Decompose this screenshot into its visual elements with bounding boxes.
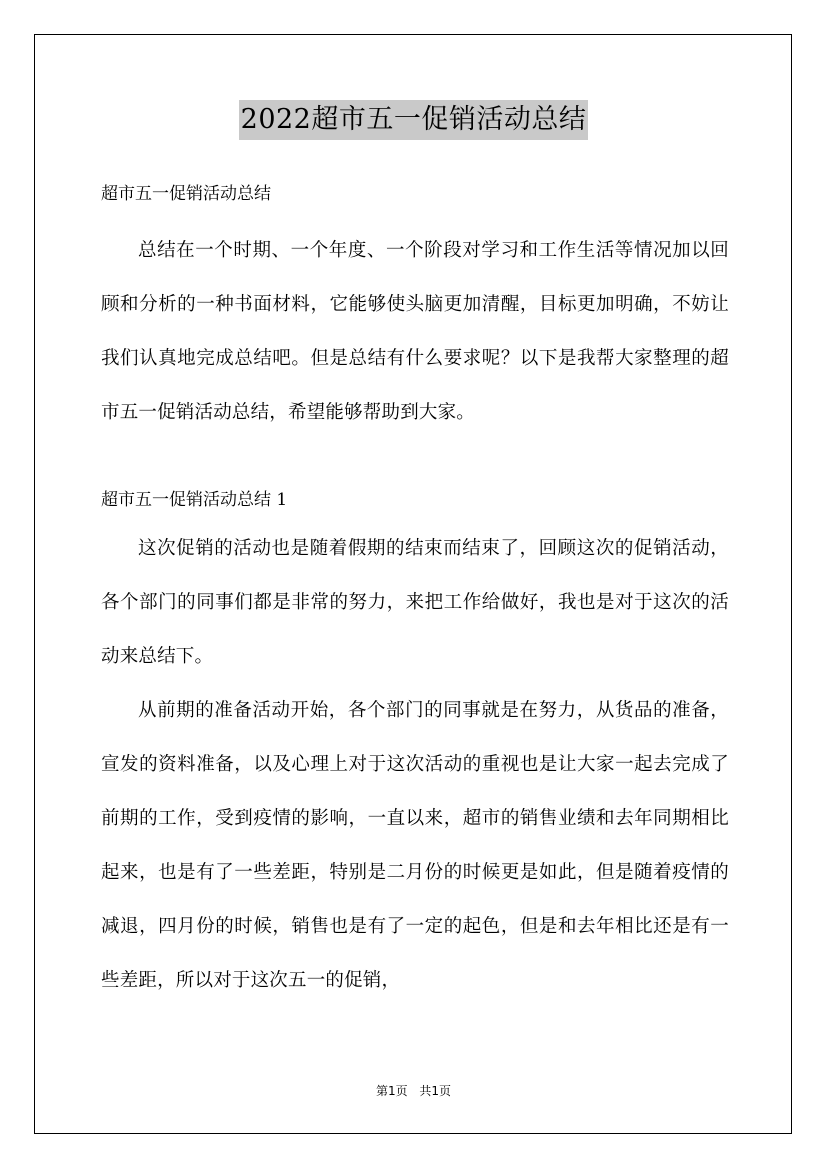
section-heading-1: 超市五一促销活动总结 1 [101,490,288,510]
intro-paragraph: 总结在一个时期、一个年度、一个阶段对学习和工作生活等情况加以回顾和分析的一种书面材料，它能够使头脑更加清醒，目标更加明确，不妨让我们认真地完成总结吧。但是总结有什么要求呢？以下是我帮大家整理的超市五一促销活动总结，希望能够帮助到大家。 [101,240,729,423]
section-heading-intro: 超市五一促销活动总结 [101,184,271,204]
section1-paragraph-1: 这次促销的活动也是随着假期的结束而结束了，回顾这次的促销活动，各个部门的同事们都是非常的努力，来把工作给做好，我也是对于这次的活动来总结下。 [101,538,729,667]
page-number: 第1页 [375,1084,408,1098]
section1-paragraph-2: 从前期的准备活动开始，各个部门的同事就是在努力，从货品的准备，宣发的资料准备，以及心理上对于这次活动的重视也是让大家一起去完成了前期的工作，受到疫情的影响，一直以来，超市的销售业绩和去年同期相比起来，也是有了一些差距，特别是二月份的时候更是如此，但是随着疫情的减退，四月份的时候，销售也是有了一定的起色，但是和去年相比还是有一些差距，所以对于这次五一的促销， [101,700,729,991]
page-footer [0,1082,827,1099]
page-total: 共1页 [419,1084,452,1098]
document-title: 2022超市五一促销活动总结 [239,100,589,140]
document-body [101,172,729,1008]
title-container [0,100,827,140]
